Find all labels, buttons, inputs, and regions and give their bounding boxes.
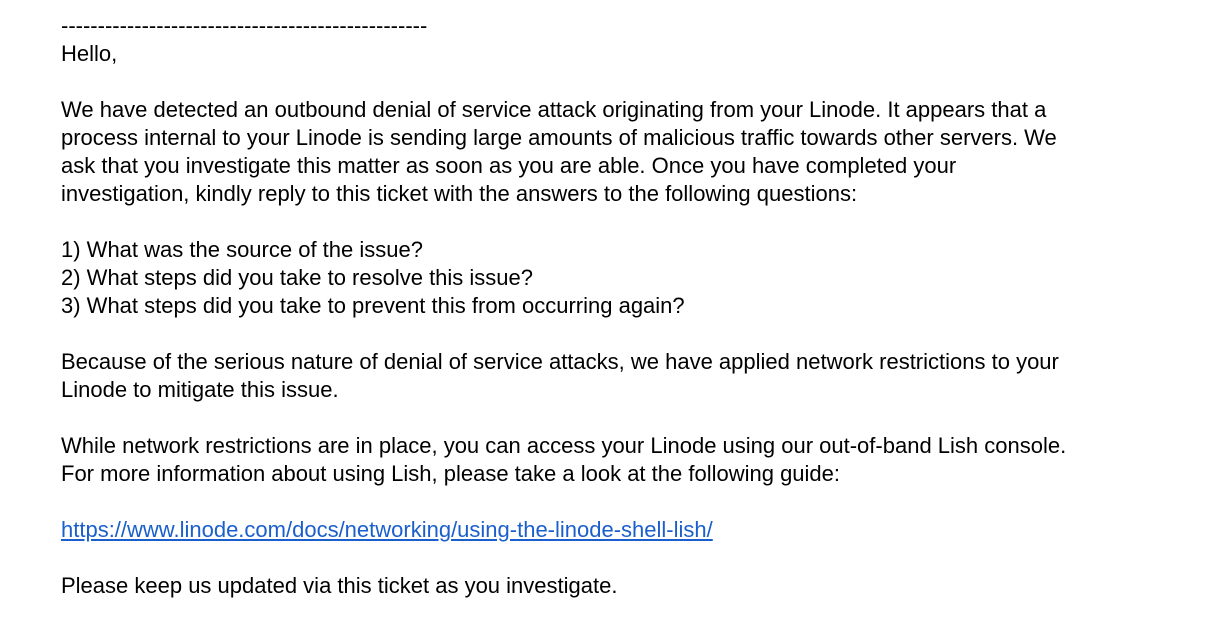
- paragraph-detection: [61, 96, 1191, 208]
- guide-link-line: [61, 516, 1191, 544]
- paragraph-line: investigation, kindly reply to this ticket with the answers to the following questions:: [61, 181, 858, 206]
- lish-guide-link[interactable]: https://www.linode.com/docs/networking/using-the-linode-shell-lish/: [61, 517, 713, 542]
- question-item: 1) What was the source of the issue?: [61, 237, 423, 262]
- blank-line: [61, 488, 1191, 516]
- blank-line: [61, 404, 1191, 432]
- blank-line: [61, 544, 1191, 572]
- question-list: [61, 236, 1191, 320]
- blank-line: [61, 208, 1191, 236]
- email-body: [61, 12, 1191, 600]
- paragraph-lish-access: [61, 432, 1191, 488]
- greeting: Hello,: [61, 41, 118, 66]
- blank-line: [61, 320, 1191, 348]
- question-item: 3) What steps did you take to prevent this from occurring again?: [61, 293, 685, 318]
- paragraph-line: While network restrictions are in place, you can access your Linode using our out-of-band Lish console.: [61, 433, 1067, 458]
- closing-line: Please keep us updated via this ticket as you investigate.: [61, 573, 618, 598]
- paragraph-line: Linode to mitigate this issue.: [61, 377, 339, 402]
- paragraph-line: ask that you investigate this matter as soon as you are able. Once you have completed your: [61, 153, 957, 178]
- paragraph-line: For more information about using Lish, please take a look at the following guide:: [61, 461, 841, 486]
- paragraph-line: process internal to your Linode is sending large amounts of malicious traffic towards other servers. We: [61, 125, 1057, 150]
- paragraph-restrictions: [61, 348, 1191, 404]
- question-item: 2) What steps did you take to resolve this issue?: [61, 265, 534, 290]
- separator-line: --------------------------------------------------: [61, 13, 428, 38]
- paragraph-line: Because of the serious nature of denial of service attacks, we have applied network restrictions to your: [61, 349, 1059, 374]
- paragraph-line: We have detected an outbound denial of service attack originating from your Linode. It appears that a: [61, 97, 1047, 122]
- blank-line: [61, 68, 1191, 96]
